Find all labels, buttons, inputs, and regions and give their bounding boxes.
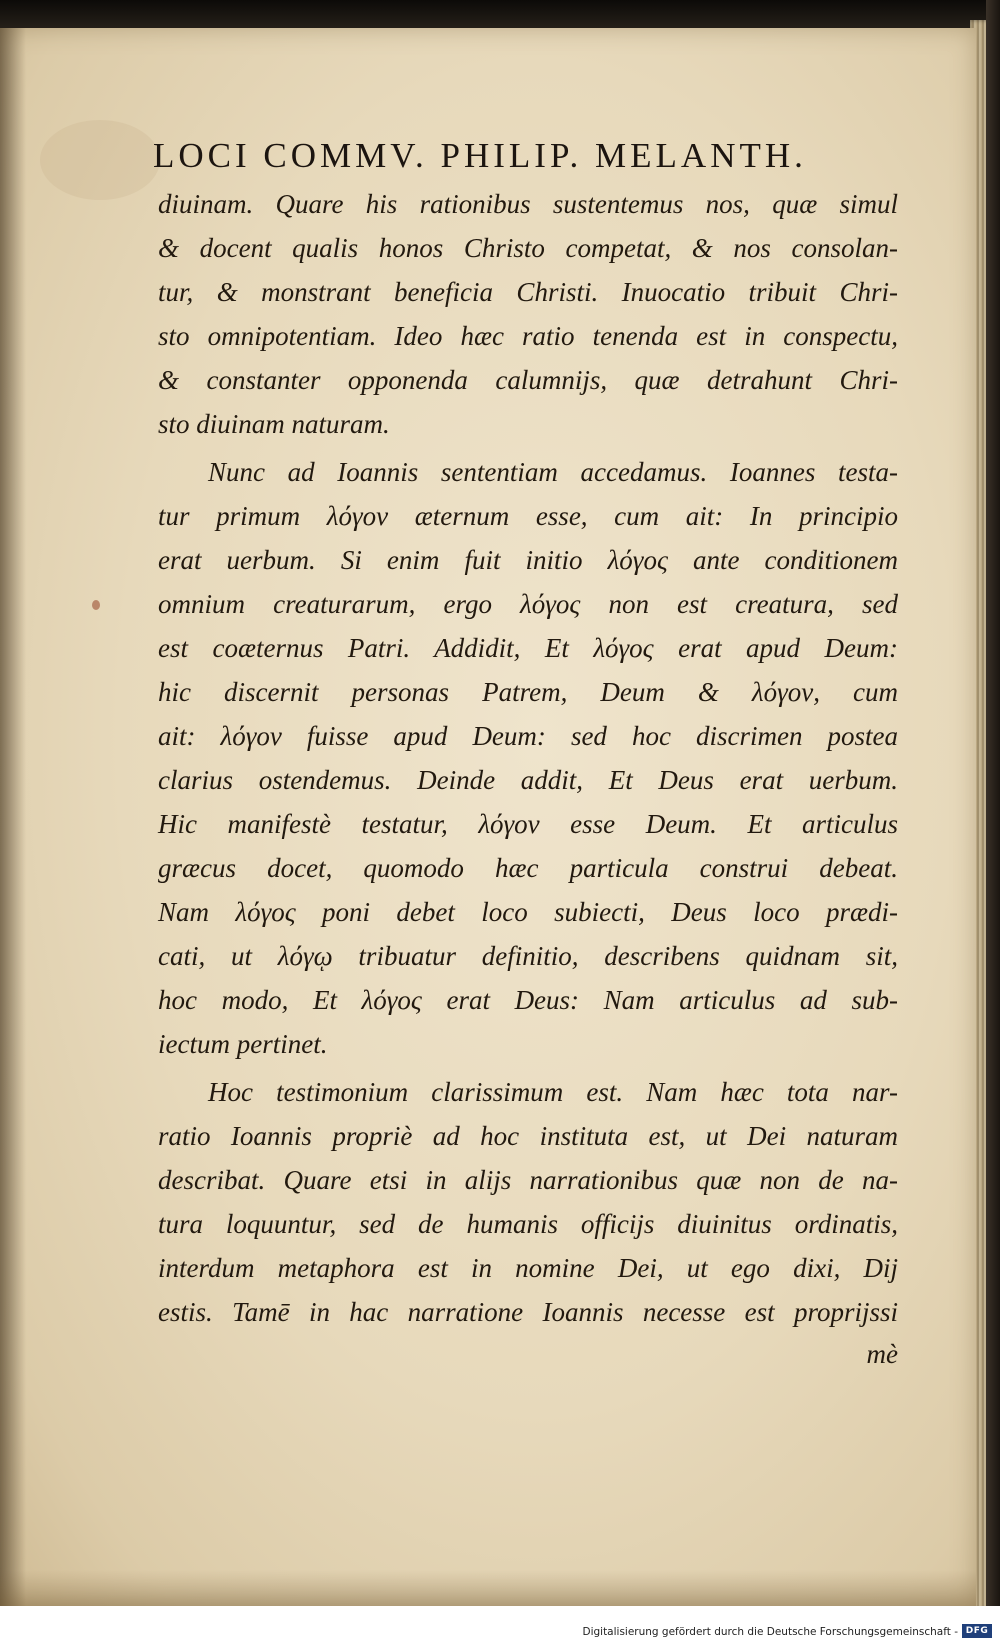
gutter-shadow [0,28,26,1606]
dfg-logo: DFG [962,1624,992,1638]
text-line: & constanter opponenda calumnijs, quæ detrahunt Chri- [158,365,898,395]
text-line: hoc modo, Et λόγος erat Deus: Nam articulus ad sub- [158,985,898,1015]
text-line: græcus docet, quomodo hæc particula construi debeat. [158,853,898,883]
ink-stain [92,600,100,610]
text-line: tur, & monstrant beneficia Christi. Inuocatio tribuit Chri- [158,277,898,307]
text-line: ratio Ioannis propriè ad hoc instituta est, ut Dei naturam [158,1121,898,1151]
paragraph-first-line: Hoc testimonium clarissimum est. Nam hæc tota nar- [208,1077,898,1107]
text-line: Hic manifestè testatur, λόγον esse Deum. Et articulus [158,809,898,839]
page-bottom-shadow [0,1570,976,1606]
text-line: iectum pertinet. [158,1029,328,1059]
text-line: erat uerbum. Si enim fuit initio λόγος ante conditionem [158,545,898,575]
scan-background-right [986,0,1000,1630]
text-line: ait: λόγον fuisse apud Deum: sed hoc discrimen postea [158,721,898,751]
text-line: sto diuinam naturam. [158,409,390,439]
text-line: diuinam. Quare his rationibus sustentemus nos, quæ simul [158,189,898,219]
text-line: hic discernit personas Patrem, Deum & λόγον, cum [158,677,898,707]
text-line: sto omnipotentiam. Ideo hæc ratio tenenda est in conspectu, [158,321,898,351]
text-line: tur primum λόγον æternum esse, cum ait: In principio [158,501,898,531]
running-head: LOCI COMMV. PHILIP. MELANTH. [153,136,807,175]
catchword: mè [866,1339,898,1369]
text-line: estis. Tamē in hac narratione Ioannis necesse est proprijssi [158,1297,898,1327]
text-line: describat. Quare etsi in alijs narrationibus quæ non de na- [158,1165,898,1195]
text-line: tura loquuntur, sed de humanis officijs diuinitus ordinatis, [158,1209,898,1239]
text-line: interdum metaphora est in nomine Dei, ut ego dixi, Dij [158,1253,898,1283]
paragraph-first-line: Nunc ad Ioannis sententiam accedamus. Ioannes testa- [208,457,898,487]
text-line: omnium creaturarum, ergo λόγος non est creatura, sed [158,589,898,619]
text-line: est coæternus Patri. Addidit, Et λόγος erat apud Deum: [158,633,898,663]
text-line: Nam λόγος poni debet loco subiecti, Deus loco prædi- [158,897,898,927]
text-line: cati, ut λόγῳ tribuatur definitio, describens quidnam sit, [158,941,898,971]
text-line: & docent qualis honos Christo competat, & nos consolan- [158,233,898,263]
paper-stain [40,120,160,200]
funding-note: Digitalisierung gefördert durch die Deutsche Forschungsgemeinschaft - [582,1626,958,1638]
text-line: clarius ostendemus. Deinde addit, Et Deus erat uerbum. [158,765,898,795]
